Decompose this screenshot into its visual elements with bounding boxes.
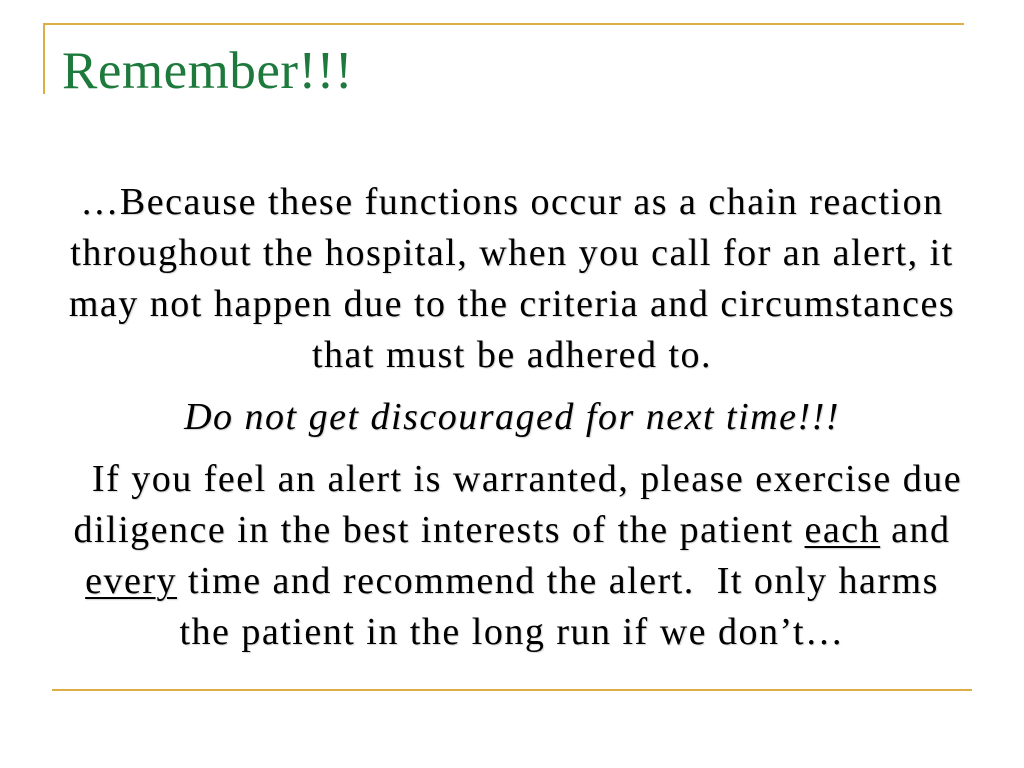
paragraph-line: throughout the hospital, when you call for an alert, it <box>70 232 954 274</box>
paragraph-line <box>50 607 974 658</box>
line-text: and <box>880 509 951 551</box>
paragraph-line <box>50 454 974 505</box>
emphasis-line: Do not get discouraged for next time!!! <box>184 396 840 438</box>
line-text: If you feel an alert is warranted, please exercise due <box>91 458 963 500</box>
paragraph-line: …Because these functions occur as a chain reaction <box>80 181 944 223</box>
line-text: diligence in the best interests of the patient <box>73 509 805 551</box>
paragraph-line <box>50 556 974 607</box>
line-text: time and recommend the alert. It only harms <box>177 560 939 602</box>
top-rule <box>44 23 964 25</box>
paragraph-chain-reaction <box>50 177 974 381</box>
paragraph-emphasis <box>50 392 974 443</box>
slide-body <box>50 177 974 669</box>
underlined-word-every: every <box>85 560 178 602</box>
left-rule <box>43 23 45 94</box>
paragraph-line <box>50 505 974 556</box>
underlined-word-each: each <box>804 509 881 551</box>
slide-title: Remember!!! <box>62 42 353 100</box>
paragraph-line: that must be adhered to. <box>311 334 713 376</box>
bottom-rule <box>52 689 972 691</box>
line-text: the patient in the long run if we don’t… <box>179 611 845 653</box>
paragraph-line: may not happen due to the criteria and circumstances <box>68 283 956 325</box>
paragraph-due-diligence <box>50 454 974 658</box>
